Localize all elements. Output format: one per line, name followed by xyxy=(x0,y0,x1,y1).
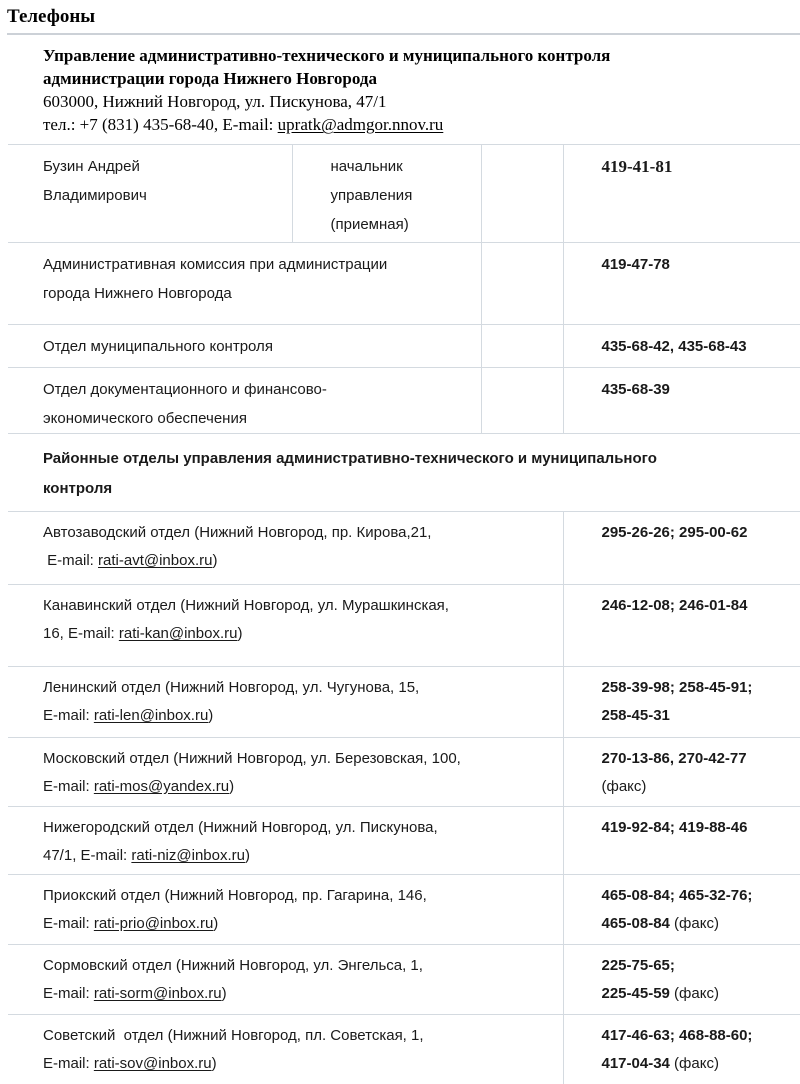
phone-number: 225-75-65; xyxy=(601,957,675,974)
fax-label: (факс) xyxy=(669,915,719,932)
phone-number: 419-92-84; 419-88-46 xyxy=(601,819,748,836)
district-email-link[interactable]: rati-mos@yandex.ru xyxy=(93,778,230,795)
text-segment: E-mail: xyxy=(43,985,94,1002)
phone-line xyxy=(602,1022,795,1050)
org-header-block xyxy=(43,44,800,136)
text-segment: ) xyxy=(229,778,235,795)
phone-number: 246-12-08; 246-01-84 xyxy=(601,597,748,614)
district-email-link[interactable]: rati-sorm@inbox.ru xyxy=(93,985,222,1002)
phone-cell xyxy=(563,243,800,325)
phone-number: 419-47-78 xyxy=(601,256,670,273)
spacer-cell xyxy=(481,243,563,325)
phone-line xyxy=(602,952,795,980)
district-email-link[interactable]: rati-kan@inbox.ru xyxy=(118,625,238,642)
district-email-line xyxy=(43,702,557,730)
phone-line xyxy=(602,980,795,1008)
district-address-line: Нижегородский отдел (Нижний Новгород, ул. Пискунова, xyxy=(43,819,438,836)
fax-label: (факс) xyxy=(669,1055,719,1072)
table-row xyxy=(8,667,800,738)
staff-title-line: управления xyxy=(330,187,413,204)
department-name-cell xyxy=(8,325,481,368)
text-segment: ) xyxy=(212,552,218,569)
district-info-cell xyxy=(8,1015,563,1084)
district-info-cell xyxy=(8,738,563,807)
district-email-line xyxy=(43,842,557,870)
text-segment: E-mail: xyxy=(43,707,94,724)
district-email-line xyxy=(43,620,557,648)
department-name-line: города Нижнего Новгорода xyxy=(43,285,232,302)
spacer-cell xyxy=(481,368,563,434)
district-info-cell xyxy=(8,512,563,585)
text-segment: ) xyxy=(244,847,250,864)
district-info-cell xyxy=(8,807,563,875)
district-email-link[interactable]: rati-len@inbox.ru xyxy=(93,707,209,724)
phone-cell xyxy=(563,875,800,945)
table-row xyxy=(8,945,800,1015)
org-tel-text: тел.: +7 (831) 435-68-40, E-mail: xyxy=(43,115,278,134)
district-address-line: Автозаводский отдел (Нижний Новгород, пр. Кирова,21, xyxy=(43,524,432,541)
org-address: 603000, Нижний Новгород, ул. Пискунова, 47/1 xyxy=(43,92,387,111)
phone-cell xyxy=(563,585,800,667)
text-segment: E-mail: xyxy=(43,778,94,795)
org-name-line: Управление административно-технического и муниципального контроля xyxy=(43,46,611,65)
text-segment: 47/1, E-mail: xyxy=(43,847,132,864)
phone-line xyxy=(602,674,795,702)
table-row xyxy=(8,738,800,807)
org-name-line: администрации города Нижнего Новгорода xyxy=(43,69,377,88)
table-row xyxy=(8,145,800,243)
district-info-cell xyxy=(8,945,563,1015)
phone-number: 258-39-98; 258-45-91; xyxy=(601,679,753,696)
staff-name-line: Владимирович xyxy=(43,187,147,204)
phone-line xyxy=(602,519,795,547)
phone-cell xyxy=(563,667,800,738)
staff-name-cell xyxy=(8,145,292,243)
district-email-line xyxy=(43,773,557,801)
phone-line xyxy=(602,592,795,620)
district-address-line: Московский отдел (Нижний Новгород, ул. Березовская, 100, xyxy=(43,750,461,767)
district-email-line xyxy=(43,980,557,1008)
district-address-line: Советский отдел (Нижний Новгород, пл. Советская, 1, xyxy=(43,1027,424,1044)
phone-cell xyxy=(563,1015,800,1084)
text-segment: 16, E-mail: xyxy=(43,625,119,642)
fax-label: (факс) xyxy=(669,985,719,1002)
table-row xyxy=(8,243,800,325)
phone-line xyxy=(602,882,795,910)
district-email-link[interactable]: rati-avt@inbox.ru xyxy=(98,552,213,569)
text-segment: ) xyxy=(211,1055,217,1072)
phone-cell xyxy=(563,807,800,875)
phone-line xyxy=(602,745,795,773)
staff-title-line: начальник xyxy=(330,158,403,175)
text-segment: E-mail: xyxy=(43,915,94,932)
text-segment: ) xyxy=(213,915,219,932)
department-name-line: Отдел муниципального контроля xyxy=(43,338,273,355)
department-name-line: Отдел документационного и финансово- xyxy=(43,381,327,398)
phone-number: 435-68-42, 435-68-43 xyxy=(601,338,747,355)
text-segment: E-mail: xyxy=(43,1055,94,1072)
section-header-line: контроля xyxy=(43,480,113,497)
district-email-link[interactable]: rati-sov@inbox.ru xyxy=(93,1055,212,1072)
phone-cell xyxy=(563,738,800,807)
text-segment: E-mail: xyxy=(43,552,99,569)
table-row xyxy=(8,325,800,368)
staff-title-cell xyxy=(292,145,481,243)
phone-line xyxy=(602,910,795,938)
district-address-line: Сормовский отдел (Нижний Новгород, ул. Энгельса, 1, xyxy=(43,957,423,974)
phone-number: 465-08-84 xyxy=(601,915,670,932)
department-name-line: экономического обеспечения xyxy=(43,410,247,427)
staff-title-line: (приемная) xyxy=(330,216,409,233)
district-offices-table xyxy=(8,511,800,1084)
phone-number: 270-13-86, 270-42-77 xyxy=(601,750,747,767)
district-info-cell xyxy=(8,585,563,667)
spacer-cell xyxy=(481,145,563,243)
fax-label: (факс) xyxy=(601,778,647,795)
section-header-line: Районные отделы управления административно-технического и муниципального xyxy=(43,450,657,467)
department-name-line: Административная комиссия при администрации xyxy=(43,256,388,273)
phone-line xyxy=(602,1050,795,1078)
district-address-line: Канавинский отдел (Нижний Новгород, ул. Мурашкинская, xyxy=(43,597,449,614)
district-email-link[interactable]: rati-prio@inbox.ru xyxy=(93,915,214,932)
phone-number: 225-45-59 xyxy=(601,985,670,1002)
district-email-link[interactable]: rati-niz@inbox.ru xyxy=(131,847,245,864)
district-email-line xyxy=(43,547,557,575)
text-segment: ) xyxy=(237,625,243,642)
text-segment: ) xyxy=(208,707,214,724)
table-row xyxy=(8,1015,800,1084)
page-title: Телефоны xyxy=(7,6,800,35)
staff-name-line: Бузин Андрей xyxy=(43,158,140,175)
org-email-link[interactable]: upratk@admgor.nnov.ru xyxy=(277,115,444,134)
district-info-cell xyxy=(8,875,563,945)
district-address-line: Ленинский отдел (Нижний Новгород, ул. Чугунова, 15, xyxy=(43,679,420,696)
phone-line xyxy=(602,814,795,842)
district-email-line xyxy=(43,910,557,938)
phone-number: 465-08-84; 465-32-76; xyxy=(601,887,753,904)
district-address-line: Приокский отдел (Нижний Новгород, пр. Гагарина, 146, xyxy=(43,887,427,904)
phone-cell xyxy=(563,368,800,434)
phone-cell xyxy=(563,512,800,585)
phone-number: 417-04-34 xyxy=(601,1055,670,1072)
phone-cell xyxy=(563,325,800,368)
phone-number: 295-26-26; 295-00-62 xyxy=(601,524,748,541)
phone-number: 258-45-31 xyxy=(601,707,670,724)
phone-number: 417-46-63; 468-88-60; xyxy=(601,1027,753,1044)
phone-number: 435-68-39 xyxy=(601,381,670,398)
district-email-line xyxy=(43,1050,557,1078)
phone-line xyxy=(602,702,795,730)
section-header xyxy=(8,434,800,511)
management-contacts-table xyxy=(8,144,800,434)
department-name-cell xyxy=(8,368,481,434)
text-segment: ) xyxy=(221,985,227,1002)
table-row xyxy=(8,585,800,667)
table-row xyxy=(8,807,800,875)
table-row xyxy=(8,512,800,585)
phone-cell xyxy=(563,145,800,243)
table-row xyxy=(8,368,800,434)
table-row xyxy=(8,875,800,945)
org-phone-line xyxy=(43,113,800,136)
spacer-cell xyxy=(481,325,563,368)
phone-line xyxy=(602,773,795,801)
phone-cell xyxy=(563,945,800,1015)
district-info-cell xyxy=(8,667,563,738)
department-name-cell xyxy=(8,243,481,325)
phone-number: 419-41-81 xyxy=(601,157,673,176)
